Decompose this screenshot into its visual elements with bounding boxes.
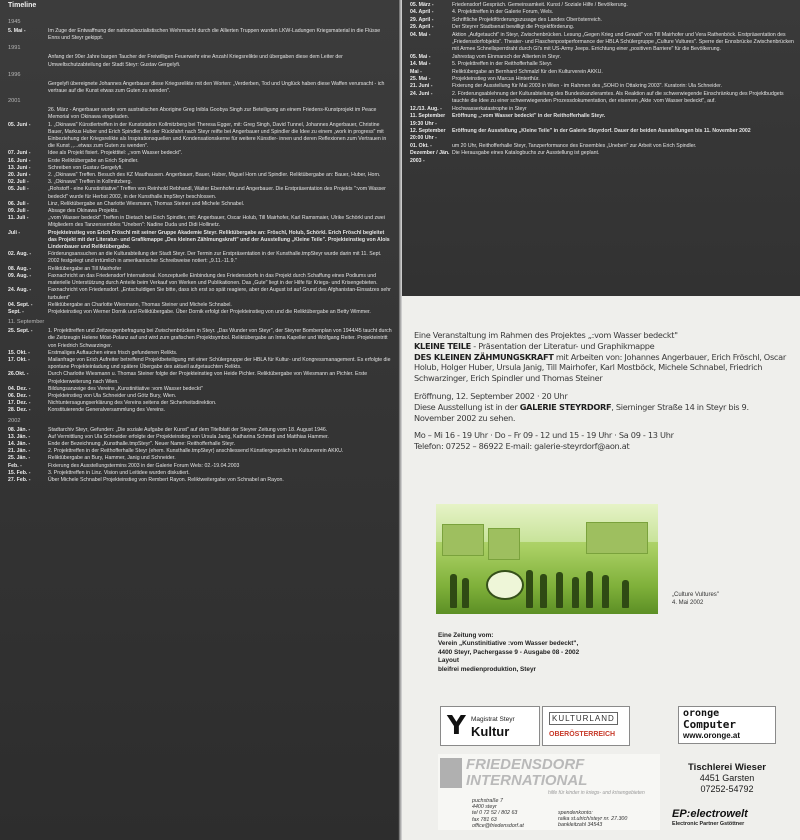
electrowelt-logo: [672, 808, 796, 827]
timeline-entry: [8, 357, 392, 371]
timeline-date: 26.Okt. -: [8, 371, 29, 378]
fd-title-line2: INTERNATIONAL: [466, 772, 588, 789]
timeline-date: 29. April -: [410, 24, 434, 31]
event-title2: DES KLEINEN ZÄHMUNGSKRAFT: [414, 351, 554, 362]
timeline-date: 24. Aug. -: [8, 287, 32, 294]
fd-addr-tel: tel 0 72 52 / 802 63: [472, 810, 518, 817]
timeline-text: „Rohstoff - eine Kunstinitiative" Treffen von Reinhold Rebhandl, Walter Ebenhofer und Angerbauer. Die Erstpräsentation des Projekts ":vom Wasser bedeckt" wurde für Herbst 2002, in der Kunsthalle.tmpSteyr beschlossen.: [48, 186, 386, 200]
timeline-text: Fixierung des Ausstellungstermins 2003 in der Galerie Forum Wels: 02.-19.04.2003: [48, 462, 240, 469]
timeline-text: 26. März - Angerbauer wurde vom australischen Aborigine Greg Inibla Goobya Singh zur Beteiligung an einem Friedens-Kunstprojekt im Peace Memorial von Okinawa eingeladen.: [48, 107, 377, 121]
timeline-text: 2. Projekttreffen in der Reithofferhalle Steyr (ehem. Kunsthalle.tmpSteyr) anschliessend Künstlergespräch im Kulturverein AKKU.: [48, 448, 344, 455]
timeline-date: [8, 107, 48, 121]
timeline-entry: [8, 386, 392, 393]
timeline-date: 16. Juni -: [8, 157, 31, 164]
timeline-date: 15. Feb. -: [8, 469, 31, 476]
imprint: [438, 632, 579, 674]
event-title-zaehmungskraft: [414, 352, 786, 384]
timeline-entry: [8, 477, 392, 484]
caption-title: „Culture Vultures": [672, 592, 719, 598]
location-gallery: GALERIE STEYRDORF: [519, 401, 612, 412]
timeline-entry: [8, 165, 392, 172]
timeline-entry: [8, 328, 392, 350]
timeline-text: Erste Reliktübergabe an Erich Spindler.: [48, 157, 139, 164]
timeline-entry: [410, 9, 794, 16]
timeline-date: Feb. -: [8, 462, 22, 469]
timeline-entry: [410, 91, 794, 106]
timeline-date: 25. Jän. -: [8, 455, 31, 462]
friedensdorf-address: [472, 798, 524, 829]
timeline-text: Im Zuge der Entwaffnung der nationalsozialistischen Wehrmacht durch die Allierten Truppen wurden LKW-Ladungen Kriegsmaterial in die Flüsse Enns und Steyr gekippt.: [48, 28, 381, 42]
timeline-text: Faxnachricht von Friedensdorf. „Entschuldigen Sie bitte, dass ich erst so spät reagiere, aber der August ist auf Grund des Afghanistan-Einsatzes sehr turbulent": [48, 287, 391, 301]
timeline-entry: [8, 54, 392, 68]
timeline-date: 25. Sept. -: [8, 328, 33, 335]
timeline-date: 13. Juni -: [8, 164, 31, 171]
timeline-date: 08. Aug. -: [8, 265, 32, 272]
timeline-date: 17. Dez. -: [8, 400, 31, 407]
timeline-entry: [8, 150, 392, 157]
logo-oronge-text: oronge: [683, 708, 720, 719]
timeline-entry: [8, 172, 392, 179]
timeline-date: Juli -: [8, 229, 21, 236]
location-post: , Sierninger Straße 14 in Steyr bis 9. November 2002 zu sehen.: [414, 401, 749, 423]
magistrat-steyr-kultur-logo: [440, 706, 540, 746]
timeline-date: 05. Juni -: [8, 121, 31, 128]
timeline-date: 20. Juni -: [8, 172, 31, 179]
wieser-address: 4451 Garsten: [699, 773, 755, 783]
timeline-entry: [410, 61, 794, 68]
timeline-entry: [410, 17, 794, 24]
imprint-line4: Layout: [438, 657, 459, 665]
timeline-year-label: 2001: [8, 98, 21, 105]
fd-konto-label: spendenkonto:: [558, 810, 593, 816]
timeline-text: Projekteinstieg von Ula Schneider und Götz Bury, Wien.: [48, 392, 177, 399]
fd-addr-fax: fax 781 63: [472, 816, 497, 823]
friedensdorf-account: [558, 810, 627, 829]
logo-kultur-text: Kultur: [471, 724, 510, 739]
timeline-date: 11. Juli -: [8, 215, 29, 222]
timeline-date: 04. Dez. -: [8, 385, 31, 392]
fd-addr-email: office@friedensdorf.at: [472, 822, 524, 829]
timeline-entry: [8, 470, 392, 477]
caption-date: 4. Mai 2002: [672, 599, 704, 606]
timeline-year-label: 1996: [8, 71, 21, 78]
timeline-entry: [8, 81, 392, 95]
logo-ooe-text: OBERÖSTERREICH: [549, 731, 616, 738]
timeline-left-column: [0, 0, 398, 840]
photo-caption: [672, 592, 719, 607]
friedensdorf-logo: [438, 754, 660, 830]
timeline-text: Ende der Bezeichnung „Kunsthalle.tmpSteyr". Neuer Name: Reithofferhalle Steyr.: [48, 440, 236, 447]
timeline-text: Aktion „Aufgetaucht" in Steyr, Zwischenbrücken. Lesung „Gegen Krieg und Gewalt" von Till Mairhofer und Vera Rathenböck. Erstpräsentation des „Friedensdorfobjekts". Theater- und Flaschenpostperformance der HBLA Schülergruppe „Culture Vultures". Sperre der Ennsbrücke Zwischenbrücken mit Armee Schnellsperrdraht durch GI's mit US-Army Jeeps. Errichtung einer „positiven Barriere" für die Bevölkerung.: [452, 31, 794, 53]
timeline-date: 21. Jän. -: [8, 448, 31, 455]
timeline-text: Durch Charlotte Wiesmann u. Thomas Steiner folgte der Projekteinstieg von Heide Pichler. Reliktübergabe von Wiesmann an Pichler. Erste Projekterweiterung nach Wien.: [48, 371, 368, 385]
timeline-entry: [8, 302, 392, 309]
timeline-date: 27. Feb. -: [8, 476, 31, 483]
timeline-date: 11. September 19:30 Uhr -: [410, 113, 446, 127]
timeline-text: Die Herausgabe eines Katalogbuchs zur Ausstellung ist geplant.: [452, 150, 600, 157]
timeline-date: 17. Okt. -: [8, 356, 30, 363]
timeline-text: Faxnachricht an das Friedensdorf International. Konzeptuelle Einbindung des Friedensdorfs in das Projekt durch Schaffung eines Podiums und materielle Unterstützung durch Anteile beim Verkauf von Werken und Publikationen. Das „Gute" liegt in der Hilfe für Kriegs- und Krisengebieten.: [48, 272, 378, 287]
timeline-date: 13. Jän. -: [8, 433, 31, 440]
timeline-text: Friedensdorf Gespräch. Gemeinsamkeit. Kunst / Soziale Hilfe / Bevölkerung.: [452, 2, 628, 8]
timeline-date: Dezember / Jän. 2003 -: [410, 150, 450, 164]
timeline-text: Gergelyfi übereignete Johannes Angerbauer diese Kriegsrelikte mit den Worten: „Verderben, Tod und Unglück haben diese Waffen verursacht - ich vertraue auf die Kunst etwas zum Guten zu wenden".: [48, 80, 385, 95]
electrowelt-tagline: Electronic Partner Gstöttner: [672, 821, 745, 827]
timeline-entry: [410, 2, 794, 9]
timeline-entry: [8, 230, 392, 252]
timeline-entry: [410, 83, 794, 90]
timeline-text: Idee als Projekt fixiert. Projekttitel: „:vom Wasser bedeckt".: [48, 150, 183, 157]
event-title1: KLEINE TEILE: [414, 340, 471, 351]
timeline-text: Anfang der 90er Jahre bargen Taucher der Freiwilligen Feuerwehr eine Anzahl Kriegsrelikte und übergaben diese dem Leiter der Umweltschutzabteilung der Stadt Steyr: Gustav Gergelyfi.: [48, 54, 343, 68]
timeline-date: Sept. -: [8, 308, 24, 315]
timeline-date: 05. Mai -: [410, 53, 431, 60]
timeline-date: 06. Dez. -: [8, 392, 31, 399]
timeline-text: Bildungsanzeige des Vereins „Kunstinitiative :vom Wasser bedeckt": [48, 385, 203, 392]
timeline-entry: [8, 208, 392, 215]
timeline-text: 5. Projekttreffen in der Reithofferhalle Steyr.: [452, 61, 553, 68]
timeline-text: Absage des Okinawa Projekts.: [48, 208, 119, 215]
timeline-entry: [8, 448, 392, 455]
timeline-date: [8, 81, 48, 95]
timeline-text: 2. „Okinawa" Treffen. Besuch des KZ Mauthausen. Angerbauer, Bauer, Huber, Miguel Horn und Spindler. Reliktübergabe an: Bauer, Huber, Horn.: [48, 172, 381, 179]
timeline-text: Konstituierende Generalversammlung des Vereins.: [48, 407, 166, 414]
timeline-text: Förderungsansuchen an die Kulturabteilung der Stadt Steyr. Der Termin zur Erstpräsentation in der Kunsthalle.tmpSteyr wurde darin mit 11. Sept. 2002 festgelegt und irrtümlich in amerikanischer Schreibweise notiert: „9.11.-11.9.": [48, 251, 382, 265]
timeline-entry: [8, 400, 392, 407]
y-mark-icon: Y: [447, 711, 466, 741]
timeline-text: Reliktübergabe an Bury, Hammer, Janig und Schneider.: [48, 455, 176, 462]
timeline-text: 3. Projekttreffen in Linz. Vision und Leitidee wurden diskutiert.: [48, 469, 190, 476]
timeline-entry: [8, 266, 392, 273]
timeline-date: 09. Juli -: [8, 208, 29, 215]
right-column: [402, 0, 800, 840]
timeline-entry: [8, 441, 392, 448]
timeline-entry: [8, 309, 392, 316]
timeline-date: 25. Mai -: [410, 76, 431, 83]
timeline-entries-left: [8, 16, 392, 484]
timeline-entry: [410, 128, 794, 143]
timeline-entries-right: [410, 2, 794, 165]
timeline-text: Reliktübergabe an Till Mairhofer: [48, 265, 122, 272]
timeline-right-panel: [402, 0, 800, 296]
logo-oronge-url: www.oronge.at: [683, 731, 741, 740]
friedensdorf-mark-icon: [440, 758, 462, 788]
timeline-text: Jahrestag vom Einmarsch der Allierten in Steyr.: [452, 53, 561, 60]
event-title1-rest: - Präsentation der Literatur- und Graphikmappe: [470, 340, 655, 351]
timeline-text: Auf Vermittlung von Ula Schneider erfolgte der Projekteinstieg von Ursula Janig, Katharina Schmidl und Matthias Hammer.: [48, 433, 329, 440]
timeline-date: [8, 54, 48, 68]
timeline-entry: [8, 393, 392, 400]
timeline-entry: [410, 24, 794, 31]
timeline-date: 02. Juli -: [8, 179, 29, 186]
event-hours: Mo – Mi 16 - 19 Uhr · Do – Fr 09 - 12 und 15 - 19 Uhr · Sa 09 - 13 Uhr: [414, 430, 674, 441]
logo-computer-text: Computer: [683, 718, 736, 731]
timeline-date: 14. Mai -: [410, 61, 431, 68]
wieser-phone: 07252-54792: [700, 784, 754, 794]
timeline-text: Fixierung der Ausstellung für Mai 2003 in Wien - im Rahmen des „SOHO in Ottakring 2003". Kuratorin: Ula Schneider.: [452, 83, 722, 90]
oronge-computer-logo: [678, 706, 776, 744]
logo-kulturland-text: KULTURLAND: [549, 712, 618, 725]
timeline-text: Hochwasserkatastrophe in Steyr: [452, 105, 527, 112]
timeline-date: 24. Juni -: [410, 90, 433, 97]
timeline-year-label: 1991: [8, 45, 21, 52]
timeline-entry: [8, 434, 392, 441]
kulturland-ooe-logo: [542, 706, 630, 746]
timeline-entry: [410, 54, 794, 61]
timeline-year-label: 1945: [8, 19, 21, 25]
wieser-name: Tischlerei Wieser: [688, 762, 766, 773]
timeline-text: Eröffnung der Ausstellung „Kleine Teile" in der Galerie Steyrdorf. Dauer der beiden Ausstellungen bis 11. November 2002: [452, 127, 751, 134]
timeline-entry: [410, 32, 794, 54]
imprint-line5: bleifrei medienproduktion, Steyr: [438, 665, 537, 673]
timeline-text: 3. „Okinawa" Treffen in Kollmitzberg.: [48, 179, 132, 186]
timeline-entry: [8, 371, 392, 385]
timeline-date: 14. Jän. -: [8, 440, 31, 447]
timeline-heading: Timeline: [8, 2, 37, 9]
culture-vultures-photo: [436, 504, 658, 614]
timeline-text: Projekteinstieg von Werner Dornik und Reliktübergabe. Über Dornik erfolgt der Projekteinstieg von und die Reliktübergabe an Betty Wimmer.: [48, 308, 371, 315]
fd-konto-blz: bankleitzahl 34543: [558, 822, 603, 829]
timeline-date: 04. Sept. -: [8, 301, 33, 308]
timeline-entry: [8, 455, 392, 462]
timeline-date: 06. Juli -: [8, 200, 29, 207]
timeline-date: 02. Aug. -: [8, 251, 32, 258]
timeline-text: Nichtuntersagungserklärung des Vereins seitens der Sicherheitsdirektion.: [48, 400, 217, 407]
timeline-date: 04. Mai -: [410, 31, 431, 38]
timeline-text: Eröffnung „:vom Wasser bedeckt" in der Reithofferhalle Steyr.: [452, 113, 606, 120]
fd-title-line1: FRIEDENSDORF: [466, 756, 585, 773]
timeline-entry: [410, 113, 794, 128]
timeline-entry: [410, 143, 794, 150]
fd-konto-bank: raika st.ulrich/steyr nr. 27.300: [558, 816, 628, 823]
fd-addr-street: puchstraße 7: [472, 798, 503, 804]
timeline-entry: [8, 186, 392, 200]
timeline-entry: [8, 427, 392, 434]
timeline-entry: [8, 122, 392, 151]
tischlerei-wieser-ad: [672, 762, 782, 795]
timeline-text: Über Michele Schnabel Projekteinstieg von Rembert Rayon. Reliktweitergabe von Schnabel an Rayon.: [48, 476, 284, 483]
imprint-line2: Verein „Kunstinitiative :vom Wasser bedeckt",: [438, 640, 579, 648]
timeline-date: 01. Okt. -: [410, 142, 432, 149]
timeline-year-label: 2002: [8, 417, 21, 424]
timeline-date: 08. Jän. -: [8, 426, 31, 433]
timeline-entry: [410, 106, 794, 113]
timeline-entry: [410, 76, 794, 83]
timeline-text: Projekteinstieg von Erich Fröschl mit seiner Gruppe Akademie Steyr. Reliktübergabe an: Fröschl, Holub, Schörkl. Erich Fröschl begleitet das Projekt mit der Literatur- und Grafikmappe „Des kleinen Zählmungskraft" und der Ausstellung „Kleine Teile". Projekteinstieg von Alois Lindenbauer und Reliktübergabe.: [48, 229, 390, 251]
timeline-entry: [8, 215, 392, 229]
timeline-text: Reliktübergabe an Bernhard Schmalzl für den Kulturverein AKKU.: [452, 68, 603, 75]
event-title2-rest: mit Arbeiten von: Johannes Angerbauer, Erich Fröschl, Oscar Holub, Holger Huber, Ursula Janig, Till Mairhofer, Karl Mostböck, Michele Schnabel, Friedrich Schwarzinger, Erich Spindler und Thomas Steiner: [414, 351, 786, 384]
location-pre: Diese Ausstellung ist in der: [414, 401, 520, 412]
timeline-text: 2. Förderungsablehnung der Kulturabteilung des Bundeskanzleramtes. Als Reaktion auf die schwerwiegende Einschränkung des Projektbudgets tauchte die Idee zu einer schwerwiegenden Prozessdokumentation, der eisernen „Akte :vom Wasser bedeckt", auf.: [452, 90, 784, 105]
timeline-text: Reliktübergabe an Charlotte Wiesmann, Thomas Steiner und Michele Schnabel.: [48, 301, 232, 308]
friedensdorf-title: [466, 757, 587, 789]
imprint-line3: 4400 Steyr, Pachergasse 9 - Ausgabe 08 - 2002: [438, 648, 580, 656]
timeline-date: 05. Juli -: [8, 186, 29, 193]
timeline-date: 07. Juni -: [8, 150, 31, 157]
timeline-date: 05. März -: [410, 2, 434, 8]
timeline-date: 04. April -: [410, 9, 434, 16]
timeline-text: Der Steyrer Stadtsenat bewilligt die Projektförderung.: [452, 24, 575, 31]
logo-magistrat-text: Magistrat Steyr: [471, 716, 515, 723]
timeline-text: um 20 Uhr, Reithofferhalle Steyr, Tanzperformance des Ensembles „Uneben" zur Arbeit von Erich Spindler.: [452, 142, 697, 149]
timeline-date: 29. April -: [410, 16, 434, 23]
timeline-entry: [8, 158, 392, 165]
timeline-text: Schriftliche Projektförderungszusage des Landes Oberösterreich.: [452, 16, 602, 23]
event-title-kleine-teile: [414, 341, 786, 352]
timeline-text: Erstmaliges Auftauchen eines frisch gefundenen Relikts.: [48, 349, 178, 356]
timeline-entry: [410, 150, 794, 165]
timeline-text: Stadtarchiv Steyr, Gefunden: „Die soziale Aufgabe der Kunst" auf dem Titelblatt der Steyrer Zeitung vom 18. August 1946.: [48, 426, 328, 433]
timeline-entry: [8, 463, 392, 470]
timeline-entry: [8, 179, 392, 186]
event-opening: Eröffnung, 12. September 2002 · 20 Uhr: [414, 390, 568, 401]
timeline-text: Mailanfrage von Erich Aufreiter betreffend Projektbeteiligung mit einer Schülergruppe der HBLA für Kultur- und Kongressmanagement. Es erfolgte die spontane Projekteinladung und spätere Übergabe des aktuell aufgetauchten Relikts.: [48, 356, 391, 371]
fd-addr-city: 4400 steyr: [472, 804, 497, 811]
timeline-text: 4. Projekttreffen in der Galerie Forum, Wels.: [452, 9, 554, 16]
timeline-entry: [410, 69, 794, 76]
timeline-text: 1. Projekttreffen und Zeitzeugenbefragung bei Zwischenbrücken in Steyr. „Das Wunder von Steyr", der Steyrer Bombenplan von 1944/45 taucht durch die Zeitzeugin Helene Möst-Polanz auf und wird zum grafischen Projektsymbol. Reliktübergabe an Irma Kapeller und Wolfgang Reiter. Projekteintritt von Friedrich Schwarzinger.: [48, 328, 392, 349]
timeline-entry: [8, 28, 392, 42]
timeline-date: 5. Mai -: [8, 28, 26, 34]
timeline-date: 21. Juni -: [410, 83, 433, 90]
timeline-date: 09. Aug. -: [8, 272, 32, 279]
event-location: [414, 402, 786, 424]
timeline-date: 12. September 20:00 Uhr -: [410, 127, 446, 142]
event-panel: [402, 296, 800, 840]
timeline-text: „:vom Wasser bedeckt" Treffen in Dietach bei Erich Spindler, mit: Angerbauer, Oscar Holub, Till Mairhofer, Karl Ramsmaier, Ulrike Schörkl und zwei Mitgliedern des Tanzensembles "Uneben": Nadine Duda und Didi Hollinetz.: [48, 215, 385, 229]
event-intro: Eine Veranstaltung im Rahmen des Projektes „:vom Wasser bedeckt": [414, 330, 678, 340]
timeline-text: Linz, Reliktübergabe an Charlotte Wiesmann, Thomas Steiner und Michele Schnabel.: [48, 200, 245, 207]
timeline-entry: [8, 350, 392, 357]
friedensdorf-subtitle: hilfe für kinder in kriegs- und krisengebieten: [548, 790, 645, 796]
imprint-line1: Eine Zeitung vom:: [438, 632, 494, 639]
timeline-entry: [8, 407, 392, 414]
timeline-text: Projekteinstieg von Marcus Hinterthür.: [452, 76, 540, 83]
event-contact: Telefon: 07252 – 86922 E-mail: galerie-steyrdorf@aon.at: [414, 441, 630, 452]
timeline-year-label: 11. September: [8, 319, 45, 326]
timeline-date: 28. Dez. -: [8, 407, 31, 414]
timeline-entry: [8, 107, 392, 121]
timeline-text: Schreiben von Gustav Gergelyfi.: [48, 164, 123, 171]
timeline-entry: [8, 251, 392, 265]
timeline-date: 12./13. Aug. -: [410, 105, 442, 112]
timeline-text: 1. „Okinawa" Künstlertreffen in der Kunststation Kollmitzberg bei Theresa Egger, mit: Greg Singh, David Tunnel, Johannes Angerbauer, Christine Bauer, Markus Huber und Erich Spindler. Bei der Rückfahrt nach Steyr reifte bei Angerbauer und Spindler die Idee zu einem „work in progress" mit Einbeziehung der Kriegsrelikte als Inspirationsquellen und Kondensationskerne für weitere Künstler- innen und deren Reflexionen zum Vertrauen in die Kunst ,,...etwas zum Guten zu wenden".: [48, 121, 387, 150]
timeline-date: 15. Okt. -: [8, 349, 30, 356]
timeline-entry: [8, 287, 392, 301]
electrowelt-name: EP:electrowelt: [672, 808, 748, 820]
event-announcement: [414, 330, 786, 452]
timeline-entry: [8, 273, 392, 287]
timeline-date: Mai -: [410, 68, 422, 75]
timeline-entry: [8, 201, 392, 208]
